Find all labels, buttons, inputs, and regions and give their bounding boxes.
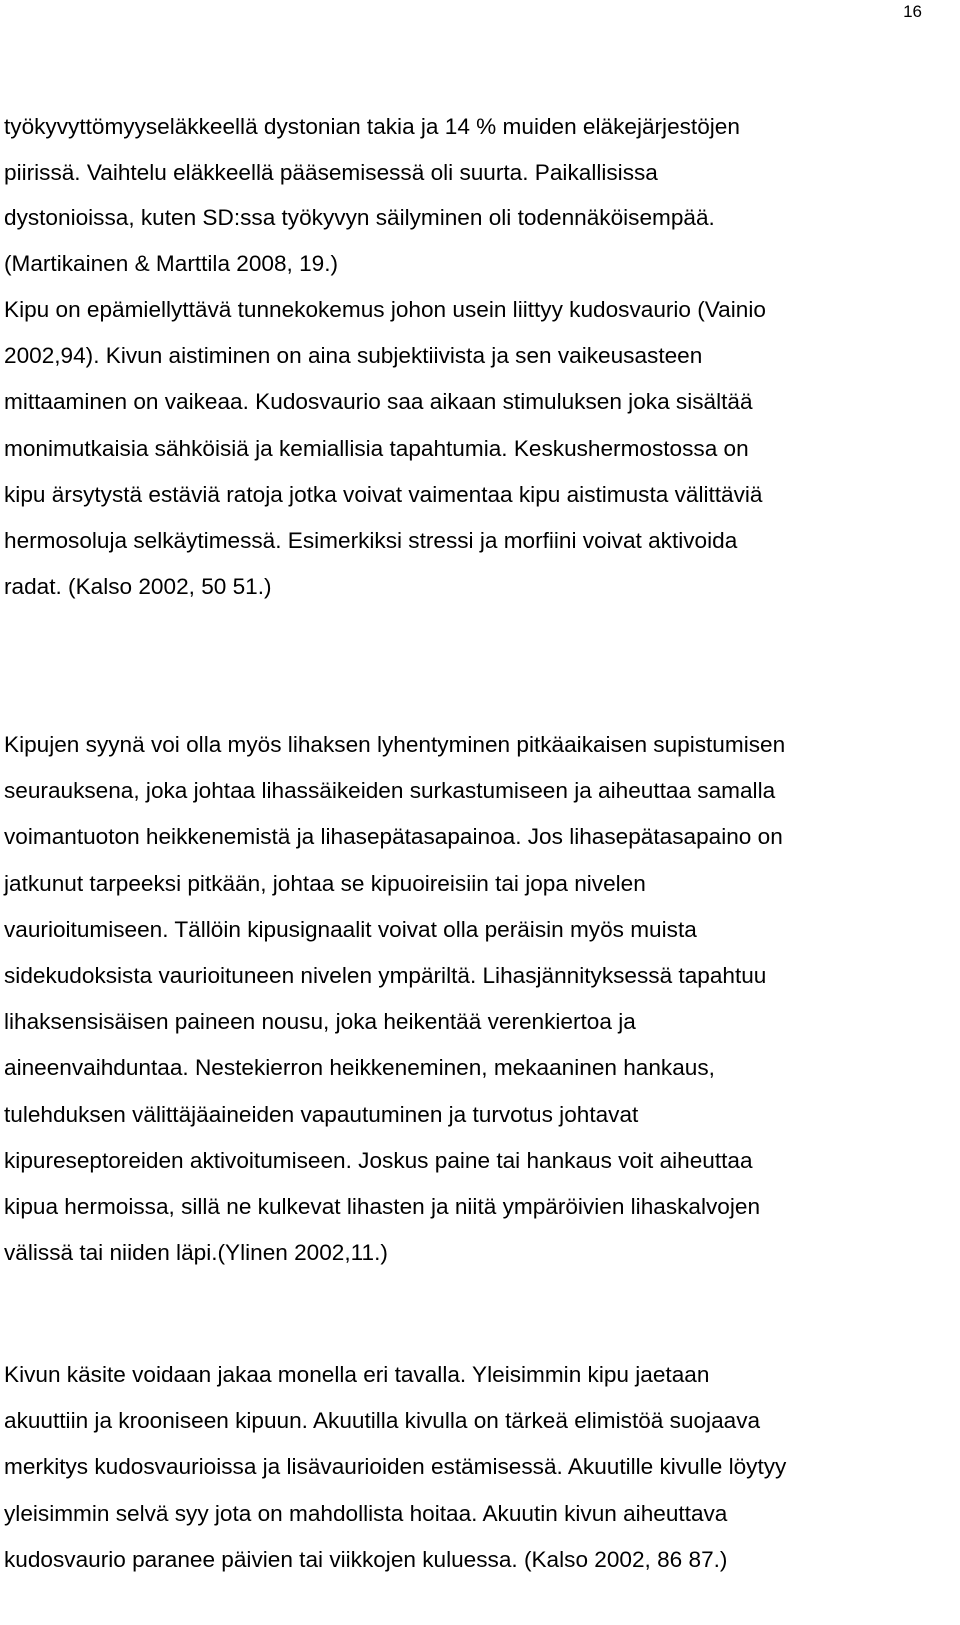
text-line: akuuttiin ja krooniseen kipuun. Akuutilla kivulla on tärkeä elimistöä suojaava: [4, 1408, 761, 1434]
paragraph-pain-definition: [4, 287, 766, 610]
text-line: aineenvaihduntaa. Nestekierron heikkeneminen, mekaaninen hankaus,: [4, 1055, 715, 1081]
text-line: yleisimmin selvä syy jota on mahdollista hoitaa. Akuutin kivun aiheuttava: [4, 1500, 728, 1526]
text-line: piirissä. Vaihtelu eläkkeellä pääsemisessä oli suurta. Paikallisissa: [4, 159, 658, 185]
text-line: sidekudoksista vaurioituneen nivelen ympäriltä. Lihasjännityksessä tapahtuu: [4, 963, 767, 989]
text-line: kipua hermoissa, sillä ne kulkevat lihasten ja niitä ympäröivien lihaskalvojen: [4, 1194, 761, 1220]
text-line: Kipujen syynä voi olla myös lihaksen lyhentyminen pitkäaikaisen supistumisen: [4, 732, 786, 757]
text-line: vaurioitumiseen. Tällöin kipusignaalit voivat olla peräisin myös muista: [4, 916, 697, 942]
text-line: monimutkaisia sähköisiä ja kemiallisia tapahtumia. Keskushermostossa on: [4, 435, 749, 461]
text-line: Kipu on epämiellyttävä tunnekokemus johon usein liittyy kudosvaurio (Vainio: [4, 297, 766, 322]
text-line: kipu ärsytystä estäviä ratoja jotka voivat vaimentaa kipu aistimusta välittäviä: [4, 481, 763, 507]
text-line: jatkunut tarpeeksi pitkään, johtaa se kipuoireisiin tai jopa nivelen: [4, 870, 646, 896]
text-line: 2002,94). Kivun aistiminen on aina subjektiivista ja sen vaikeusasteen: [4, 343, 703, 369]
text-line: voimantuoton heikkenemistä ja lihasepätasapainoa. Jos lihasepätasapaino on: [4, 824, 783, 850]
paragraph-dystonia-work-ability: [4, 104, 740, 286]
text-line: lihaksensisäisen paineen nousu, joka heikentää verenkiertoa ja: [4, 1009, 636, 1035]
text-line: (Martikainen & Marttila 2008, 19.): [4, 250, 339, 276]
text-line: tulehduksen välittäjäaineiden vapautuminen ja turvotus johtavat: [4, 1101, 639, 1127]
text-line: kudosvaurio paranee päivien tai viikkojen kuluessa. (Kalso 2002, 86 87.): [4, 1546, 728, 1572]
paragraph-pain-causes: [4, 722, 785, 1276]
text-line: hermosoluja selkäytimessä. Esimerkiksi stressi ja morfiini voivat aktivoida: [4, 528, 738, 554]
text-line: dystonioissa, kuten SD:ssa työkyvyn säilyminen oli todennäköisempää.: [4, 205, 715, 230]
text-line: merkitys kudosvaurioissa ja lisävaurioiden estämisessä. Akuutille kivulle löytyy: [4, 1454, 787, 1480]
paragraph-acute-pain: [4, 1352, 786, 1583]
text-line: kipureseptoreiden aktivoitumiseen. Joskus paine tai hankaus voit aiheuttaa: [4, 1147, 753, 1173]
page-number: 16: [903, 2, 922, 21]
text-line: radat. (Kalso 2002, 50 51.): [4, 574, 272, 600]
text-line: Kivun käsite voidaan jakaa monella eri tavalla. Yleisimmin kipu jaetaan: [4, 1362, 710, 1387]
text-line: mittaaminen on vaikeaa. Kudosvaurio saa aikaan stimuluksen joka sisältää: [4, 389, 753, 415]
text-line: työkyvyttömyyseläkkeellä dystonian takia ja 14 % muiden eläkejärjestöjen: [4, 114, 740, 139]
text-line: välissä tai niiden läpi.(Ylinen 2002,11.): [4, 1240, 388, 1266]
text-line: seurauksena, joka johtaa lihassäikeiden surkastumiseen ja aiheuttaa samalla: [4, 778, 776, 804]
